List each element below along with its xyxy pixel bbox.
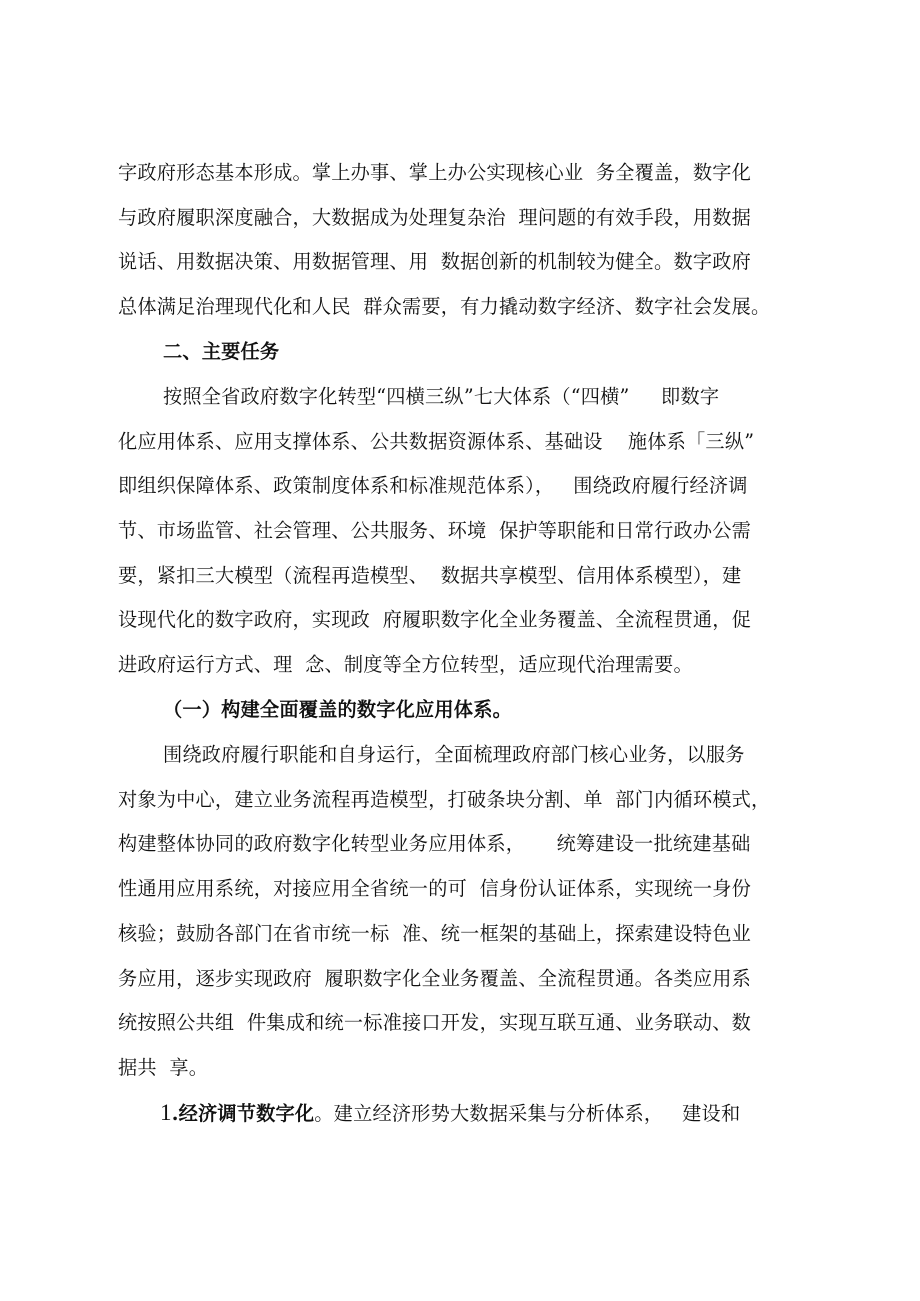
section-heading: 二、主要任务: [163, 340, 280, 363]
item-heading: .经济调节数字化: [171, 1102, 315, 1125]
paragraph-line: 即组织保障体系、政策制度体系和标准规范体系）， 围绕政府履行经济调: [118, 474, 748, 497]
paragraph-line: 围绕政府履行职能和自身运行，全面梳理政府部门核心业务，以服务: [163, 743, 745, 766]
paragraph-line: 进政府运行方式、理 念、制度等全方位转型，适应现代治理需要。: [118, 653, 693, 676]
numbered-item-line: [160, 1101, 740, 1126]
paragraph-line: 核验；鼓励各部门在省市统一标 准、统一框架的基础上，探索建设特色业: [118, 922, 751, 945]
paragraph-line: 化应用体系、应用支撑体系、公共数据资源体系、基础设 施体系「三纵”: [118, 430, 755, 453]
paragraph-line: 设现代化的数字政府，实现政 府履职数字化全业务覆盖、全流程贯通，促: [118, 608, 751, 631]
paragraph-line: 构建整体协同的政府数字化转型业务应用体系， 统筹建设一批统建基础: [118, 832, 751, 855]
item-number: 1: [160, 1100, 172, 1125]
paragraph-line: 据共 享。: [118, 1056, 209, 1079]
paragraph-line: 统按照公共组 件集成和统一标准接口开发，实现互联互通、业务联动、数: [118, 1011, 751, 1034]
paragraph-line: 节、市场监管、社会管理、公共服务、环境 保护等职能和日常行政办公需: [118, 519, 751, 542]
item-text: 。建立经济形势大数据采集与分析体系， 建设和: [314, 1102, 741, 1125]
paragraph-line: 性通用应用系统，对接应用全省统一的可 信身份认证体系，实现统一身份: [118, 877, 751, 900]
subsection-heading: （一）构建全面覆盖的数字化应用体系。: [163, 698, 512, 721]
paragraph-line: 按照全省政府数字化转型“四横三纵”七大体系（“四横” 即数字: [163, 385, 720, 408]
paragraph-line: 字政府形态基本形成。掌上办事、掌上办公实现核心业 务全覆盖，数字化: [118, 161, 751, 184]
paragraph-line: 务应用，逐步实现政府 履职数字化全业务覆盖、全流程贯通。各类应用系: [118, 967, 751, 990]
paragraph-line: 与政府履职深度融合，大数据成为处理复杂治 理问题的有效手段，用数据: [118, 206, 751, 229]
paragraph-line: 对象为中心，建立业务流程再造模型，打破条块分割、单 部门内循环模式，: [118, 788, 771, 811]
paragraph-line: 总体满足治理现代化和人民 群众需要，有力撬动数字经济、数字社会发展。: [118, 295, 771, 318]
paragraph-line: 要，紧扣三大模型（流程再造模型、 数据共享模型、信用体系模型），建: [118, 564, 742, 587]
paragraph-line: 说话、用数据决策、用数据管理、用 数据创新的机制较为健全。数字政府: [118, 250, 751, 273]
